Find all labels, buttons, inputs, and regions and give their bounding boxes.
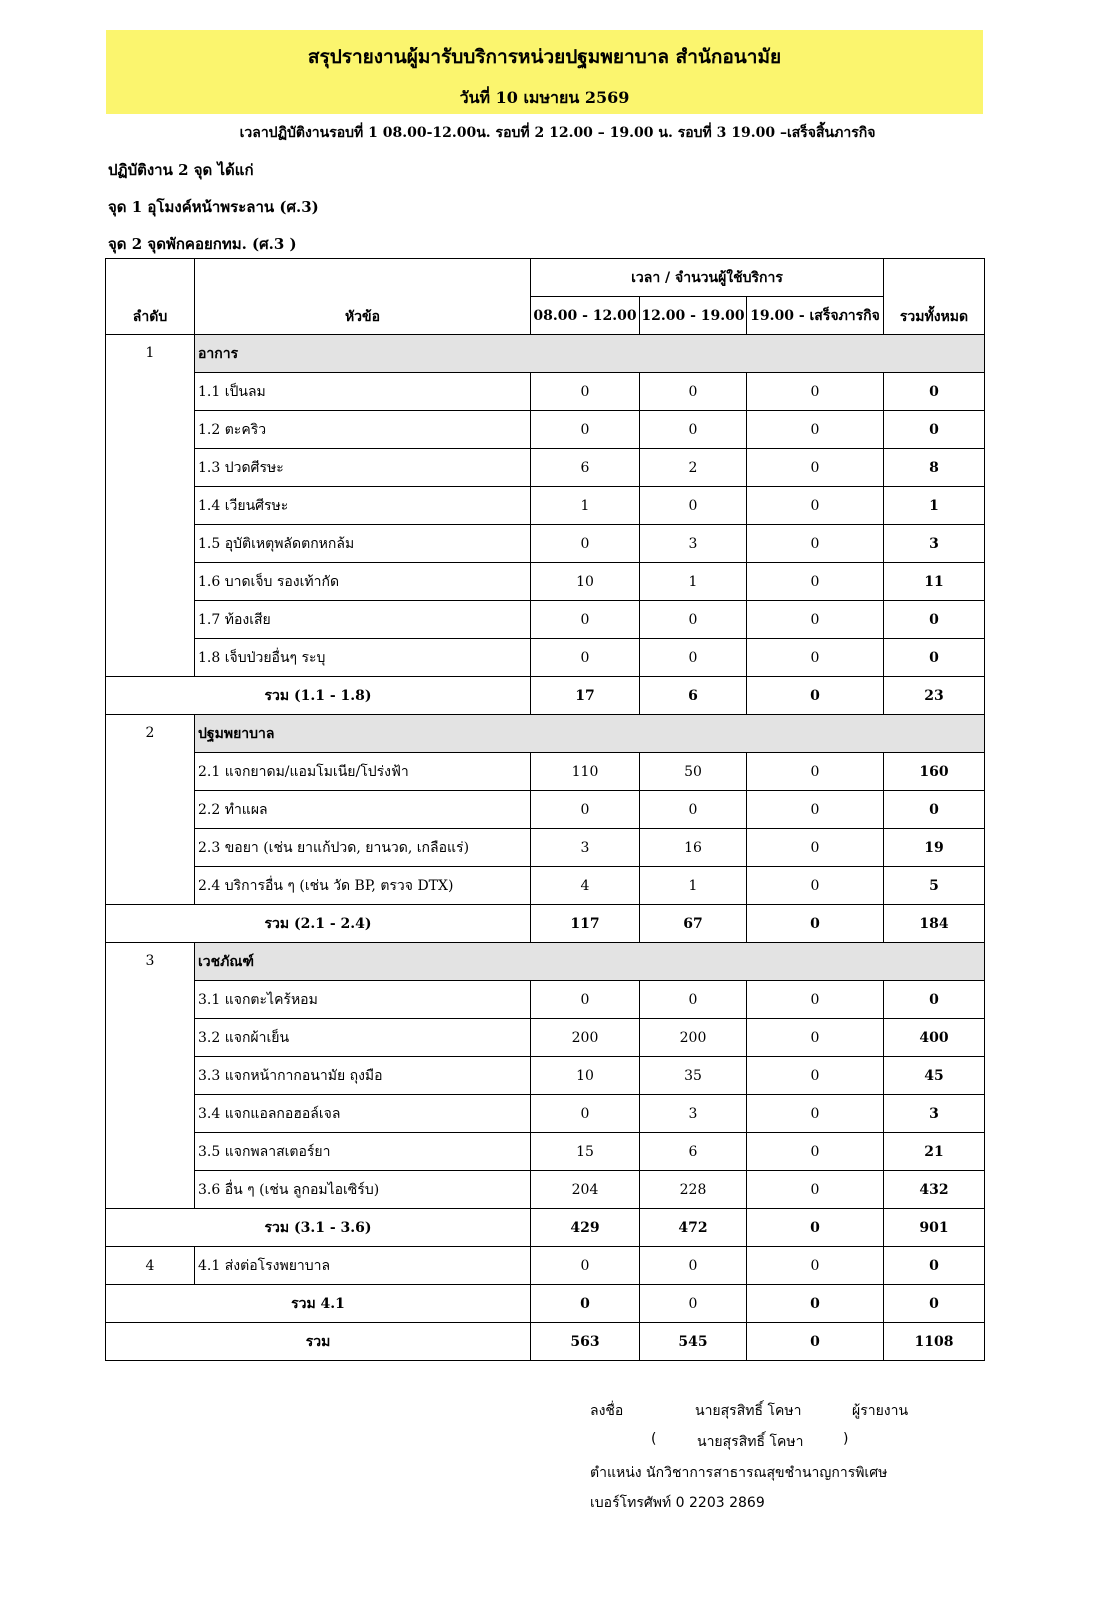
row-total: 0: [884, 981, 985, 1019]
item-label: 1.5 อุบัติเหตุพลัดตกหกล้ม: [195, 525, 531, 563]
item-label: 1.3 ปวดศีรษะ: [195, 449, 531, 487]
shift3-count: 0: [747, 601, 884, 639]
table-row: [106, 449, 985, 487]
grand-total-shift2: 545: [640, 1323, 747, 1361]
subtotal-shift3: 0: [747, 905, 884, 943]
report-table: [105, 258, 985, 1361]
item-label: 3.5 แจกพลาสเตอร์ยา: [195, 1133, 531, 1171]
subtotal-label: รวม (1.1 - 1.8): [106, 677, 531, 715]
shift2-count: 0: [640, 981, 747, 1019]
seq-cell: 4: [106, 1247, 195, 1285]
shift3-count: 0: [747, 981, 884, 1019]
shift1-count: 6: [531, 449, 640, 487]
shift2-count: 50: [640, 753, 747, 791]
grand-total-row: [106, 1323, 985, 1361]
row-total: 8: [884, 449, 985, 487]
table-row: [106, 525, 985, 563]
shift1-count: 4: [531, 867, 640, 905]
paren-open: (: [651, 1431, 657, 1447]
col-total-header: รวมทั้งหมด: [884, 259, 985, 335]
shift2-count: 0: [640, 373, 747, 411]
table-row: [106, 791, 985, 829]
col-shift3-header: 19.00 - เสร็จภารกิจ: [747, 297, 884, 335]
subtotal-shift3: 0: [747, 677, 884, 715]
category-label: เวชภัณฑ์: [195, 943, 985, 981]
subtotal-total: 23: [884, 677, 985, 715]
shift3-count: 0: [747, 487, 884, 525]
col-shift2-header: 12.00 - 19.00: [640, 297, 747, 335]
shift1-count: 3: [531, 829, 640, 867]
title-banner: [106, 30, 983, 114]
item-label: 1.1 เป็นลม: [195, 373, 531, 411]
point-2: จุด 2 จุดพักคอยกทม. (ศ.3 ): [108, 235, 297, 253]
paren-name: นายสุรสิทธิ์ โคษา: [697, 1434, 804, 1450]
shift2-count: 3: [640, 525, 747, 563]
subtotal-shift1: 17: [531, 677, 640, 715]
item-label: 3.6 อื่น ๆ (เช่น ลูกอมไอเซิร์บ): [195, 1171, 531, 1209]
grand-total-label: รวม: [106, 1323, 531, 1361]
report-date: วันที่ 10 เมษายน 2569: [459, 88, 630, 107]
shift2-count: 35: [640, 1057, 747, 1095]
shift3-count: 0: [747, 791, 884, 829]
shift1-count: 10: [531, 1057, 640, 1095]
shift3-count: 0: [747, 867, 884, 905]
row-total: 0: [884, 639, 985, 677]
table-row: [106, 1019, 985, 1057]
table-row: [106, 981, 985, 1019]
table-row: [106, 1095, 985, 1133]
table-row: [106, 373, 985, 411]
shift3-count: 0: [747, 411, 884, 449]
shift3-count: 0: [747, 1019, 884, 1057]
row-total: 1: [884, 487, 985, 525]
table-row: [106, 1247, 985, 1285]
shift3-count: 0: [747, 1095, 884, 1133]
shift2-count: 0: [640, 411, 747, 449]
shift1-count: 15: [531, 1133, 640, 1171]
grand-total-total: 1108: [884, 1323, 985, 1361]
table-row: [106, 639, 985, 677]
shift3-count: 0: [747, 563, 884, 601]
item-label: 1.8 เจ็บป่วยอื่นๆ ระบุ: [195, 639, 531, 677]
row-total: 0: [884, 1247, 985, 1285]
item-label: 1.4 เวียนศีรษะ: [195, 487, 531, 525]
shift2-count: 0: [640, 791, 747, 829]
shift2-count: 6: [640, 1133, 747, 1171]
grand-total-shift3: 0: [747, 1323, 884, 1361]
subtotal-shift2: 6: [640, 677, 747, 715]
shift2-count: 0: [640, 1247, 747, 1285]
subtotal-total: 184: [884, 905, 985, 943]
row-total: 45: [884, 1057, 985, 1095]
item-label: 3.1 แจกตะไคร้หอม: [195, 981, 531, 1019]
shift2-count: 228: [640, 1171, 747, 1209]
item-label: 3.2 แจกผ้าเย็น: [195, 1019, 531, 1057]
shift1-count: 0: [531, 411, 640, 449]
shift1-count: 0: [531, 1247, 640, 1285]
shift2-count: 1: [640, 563, 747, 601]
category-label: ปฐมพยาบาล: [195, 715, 985, 753]
category-label: อาการ: [195, 335, 985, 373]
subtotal-row: [106, 1285, 985, 1323]
item-label: 1.6 บาดเจ็บ รองเท้ากัด: [195, 563, 531, 601]
item-label: 3.3 แจกหน้ากากอนามัย ถุงมือ: [195, 1057, 531, 1095]
row-total: 0: [884, 411, 985, 449]
subtotal-shift1: 0: [531, 1285, 640, 1323]
item-label: 2.3 ขอยา (เช่น ยาแก้ปวด, ยานวด, เกลือแร่): [195, 829, 531, 867]
shift3-count: 0: [747, 1247, 884, 1285]
shift3-count: 0: [747, 1171, 884, 1209]
paren-close: ): [843, 1431, 849, 1447]
signer-role: ผู้รายงาน: [852, 1403, 909, 1419]
row-total: 21: [884, 1133, 985, 1171]
shift1-count: 0: [531, 639, 640, 677]
subtotal-label: รวม 4.1: [106, 1285, 531, 1323]
row-total: 11: [884, 563, 985, 601]
seq-cell: 2: [106, 715, 195, 905]
shift2-count: 1: [640, 867, 747, 905]
shift1-count: 0: [531, 981, 640, 1019]
shift1-count: 10: [531, 563, 640, 601]
seq-cell: 3: [106, 943, 195, 1209]
subtotal-label: รวม (3.1 - 3.6): [106, 1209, 531, 1247]
item-label: 1.7 ท้องเสีย: [195, 601, 531, 639]
sign-label: ลงชื่อ: [590, 1403, 624, 1419]
table-row: [106, 487, 985, 525]
item-label: 2.1 แจกยาดม/แอมโมเนีย/โปร่งฟ้า: [195, 753, 531, 791]
table-row: [106, 829, 985, 867]
category-row: [106, 335, 985, 373]
shift3-count: 0: [747, 373, 884, 411]
table-row: [106, 867, 985, 905]
row-total: 0: [884, 373, 985, 411]
signer-name: นายสุรสิทธิ์ โคษา: [695, 1403, 802, 1419]
shift3-count: 0: [747, 1057, 884, 1095]
shift3-count: 0: [747, 639, 884, 677]
shift3-count: 0: [747, 525, 884, 563]
signer-phone: เบอร์โทรศัพท์ 0 2203 2869: [590, 1495, 765, 1511]
shift1-count: 204: [531, 1171, 640, 1209]
grand-total-shift1: 563: [531, 1323, 640, 1361]
subtotal-shift3: 0: [747, 1285, 884, 1323]
shift1-count: 0: [531, 601, 640, 639]
subtotal-shift2: 472: [640, 1209, 747, 1247]
item-label: 2.2 ทำแผล: [195, 791, 531, 829]
shift2-count: 200: [640, 1019, 747, 1057]
shift1-count: 0: [531, 525, 640, 563]
table-row: [106, 753, 985, 791]
report-title: สรุปรายงานผู้มารับบริการหน่วยปฐมพยาบาล สำนักอนามัย: [307, 46, 782, 68]
row-total: 160: [884, 753, 985, 791]
subtotal-total: 901: [884, 1209, 985, 1247]
row-total: 5: [884, 867, 985, 905]
shift1-count: 0: [531, 791, 640, 829]
seq-cell: 1: [106, 335, 195, 677]
shift2-count: 0: [640, 601, 747, 639]
table-row: [106, 1057, 985, 1095]
col-topic-header: หัวข้อ: [195, 259, 531, 335]
item-label: 4.1 ส่งต่อโรงพยาบาล: [195, 1247, 531, 1285]
row-total: 432: [884, 1171, 985, 1209]
table-row: [106, 1171, 985, 1209]
shift-times: เวลาปฏิบัติงานรอบที่ 1 08.00-12.00น. รอบที่ 2 12.00 – 19.00 น. รอบที่ 3 19.00 –เสร็จสิ้นภารกิจ: [239, 125, 876, 141]
points-intro: ปฏิบัติงาน 2 จุด ได้แก่: [108, 161, 254, 179]
table-row: [106, 1133, 985, 1171]
item-label: 1.2 ตะคริว: [195, 411, 531, 449]
subtotal-label: รวม (2.1 - 2.4): [106, 905, 531, 943]
shift1-count: 200: [531, 1019, 640, 1057]
subtotal-row: [106, 905, 985, 943]
col-seq-header: ลำดับ: [106, 259, 195, 335]
subtotal-shift3: 0: [747, 1209, 884, 1247]
row-total: 19: [884, 829, 985, 867]
table-row: [106, 601, 985, 639]
col-shift1-header: 08.00 - 12.00: [531, 297, 640, 335]
shift2-count: 3: [640, 1095, 747, 1133]
shift3-count: 0: [747, 829, 884, 867]
col-time-group-header: เวลา / จำนวนผู้ใช้บริการ: [531, 259, 884, 297]
table-row: [106, 411, 985, 449]
category-row: [106, 943, 985, 981]
category-row: [106, 715, 985, 753]
subtotal-total: 0: [884, 1285, 985, 1323]
shift2-count: 16: [640, 829, 747, 867]
row-total: 0: [884, 601, 985, 639]
shift1-count: 1: [531, 487, 640, 525]
row-total: 3: [884, 1095, 985, 1133]
subtotal-shift1: 429: [531, 1209, 640, 1247]
signer-position: ตำแหน่ง นักวิชาการสาธารณสุขชำนาญการพิเศษ: [590, 1465, 888, 1481]
shift3-count: 0: [747, 449, 884, 487]
row-total: 400: [884, 1019, 985, 1057]
shift1-count: 0: [531, 373, 640, 411]
row-total: 0: [884, 791, 985, 829]
subtotal-shift1: 117: [531, 905, 640, 943]
row-total: 3: [884, 525, 985, 563]
subtotal-shift2: 0: [640, 1285, 747, 1323]
point-1: จุด 1 อุโมงค์หน้าพระลาน (ศ.3): [108, 198, 319, 216]
shift1-count: 0: [531, 1095, 640, 1133]
item-label: 2.4 บริการอื่น ๆ (เช่น วัด BP, ตรวจ DTX): [195, 867, 531, 905]
shift3-count: 0: [747, 1133, 884, 1171]
subtotal-row: [106, 1209, 985, 1247]
item-label: 3.4 แจกแอลกอฮอล์เจล: [195, 1095, 531, 1133]
shift2-count: 2: [640, 449, 747, 487]
subtotal-shift2: 67: [640, 905, 747, 943]
shift3-count: 0: [747, 753, 884, 791]
shift1-count: 110: [531, 753, 640, 791]
shift2-count: 0: [640, 639, 747, 677]
shift2-count: 0: [640, 487, 747, 525]
subtotal-row: [106, 677, 985, 715]
table-row: [106, 563, 985, 601]
